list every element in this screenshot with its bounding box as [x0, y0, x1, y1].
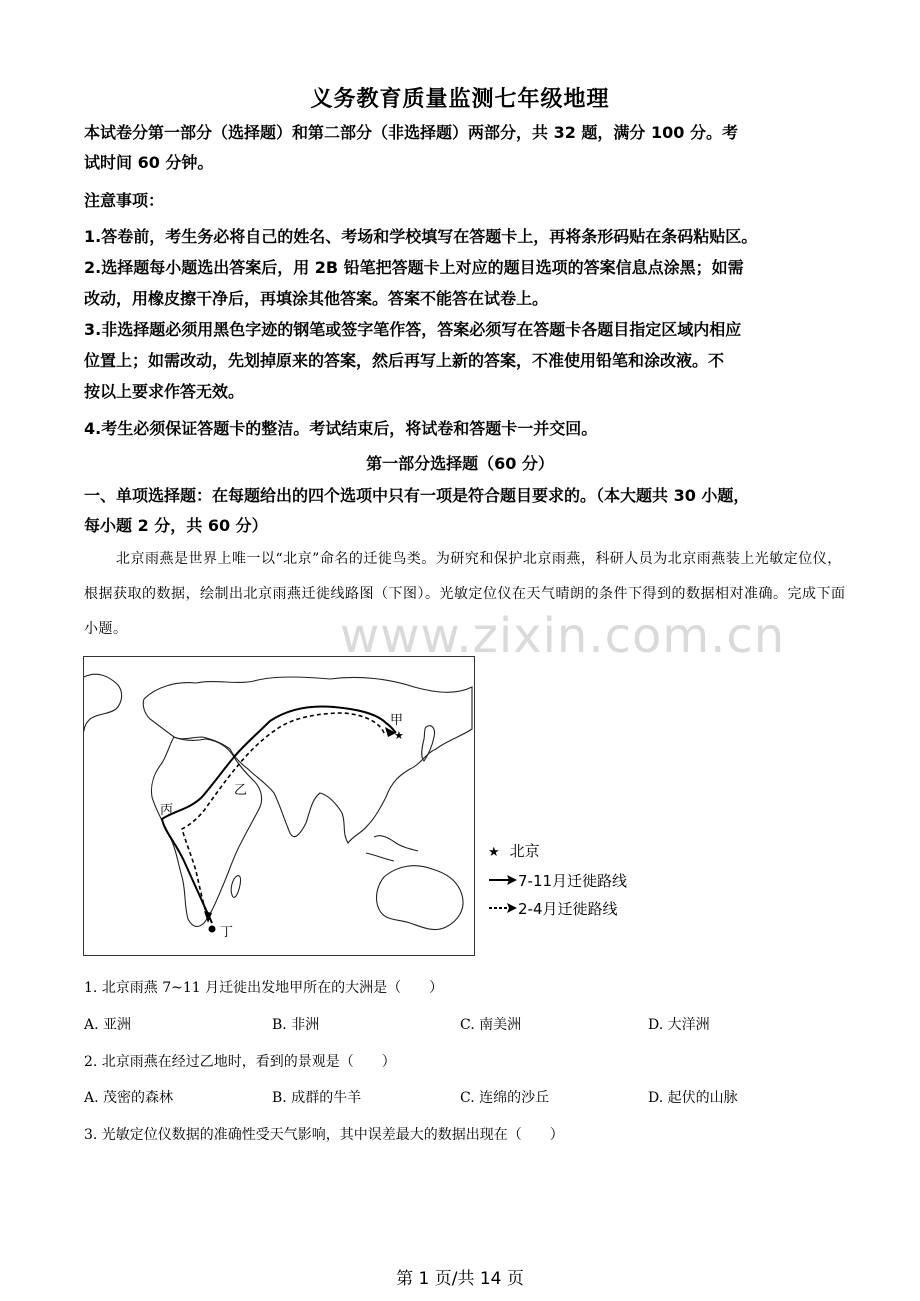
question-1-option-c: C. 南美洲 — [460, 1017, 522, 1033]
legend-beijing-label: 北京 — [509, 842, 540, 860]
continent-outlines — [84, 674, 472, 929]
star-beijing: ★ — [394, 729, 404, 742]
notice-item-2-line-1: 2.选择题每小题选出答案后，用 2B 铅笔把答题卡上对应的题目选项的答案信息点涂黑；如需 — [84, 258, 744, 277]
question-2-option-b: B. 成群的牛羊 — [272, 1090, 362, 1106]
legend-solid-label: 7-11月迁徙路线 — [518, 872, 628, 890]
australia-outline — [377, 866, 464, 930]
legend-dashed-route — [488, 898, 618, 919]
watermark: www.zixin.com.cn — [340, 608, 786, 664]
dashed-arrow-icon — [488, 902, 518, 914]
section-instructions-line-2: 每小题 2 分，共 60 分） — [84, 516, 268, 535]
part1-heading: 第一部分选择题（60 分） — [366, 454, 554, 473]
question-2-stem: 2. 北京雨燕在经过乙地时，看到的景观是（ ） — [84, 1054, 396, 1070]
question-1-option-a: A. 亚洲 — [84, 1017, 132, 1033]
section-instructions-line-1: 一、单项选择题：在每题给出的四个选项中只有一项是符合题目要求的。（本大题共 30 小题， — [84, 486, 750, 505]
map-label-ding: 丁 — [220, 925, 234, 940]
japan-outline — [422, 726, 435, 761]
page-title: 义务教育质量监测七年级地理 — [310, 87, 610, 112]
question-1-stem: 1. 北京雨燕 7~11 月迁徙出发地甲所在的大洲是（ ） — [84, 980, 444, 996]
question-2-option-c: C. 连绵的沙丘 — [460, 1090, 550, 1106]
question-2-option-a: A. 茂密的森林 — [84, 1090, 174, 1106]
reading-passage: 北京雨燕是世界上唯一以“北京”命名的迁徙鸟类。为研究和保护北京雨燕，科研人员为北京雨燕装上光敏定位仪，根据获取的数据，绘制出北京雨燕迁徙线路图（下图）。光敏定位仪在天气晴朗的条件下得到的数据相对准确。完成下面小题。 — [84, 551, 846, 637]
notice-item-3-line-2: 位置上；如需改动，先划掉原来的答案，然后再写上新的答案，不准使用铅笔和涂改液。不 — [84, 351, 725, 370]
solid-arrow-icon — [488, 874, 518, 886]
legend-solid-route — [488, 870, 627, 891]
point-ding-marker — [209, 926, 216, 933]
question-1-option-b: B. 非洲 — [272, 1017, 320, 1033]
migration-map — [83, 656, 475, 956]
intro-line-2: 试时间 60 分钟。 — [84, 153, 214, 172]
notice-item-3-line-3: 按以上要求作答无效。 — [84, 382, 245, 401]
intro-line-1: 本试卷分第一部分（选择题）和第二部分（非选择题）两部分，共 32 题，满分 100 分。考 — [84, 123, 738, 142]
madagascar-outline — [231, 876, 240, 898]
notice-item-2-line-2: 改动，用橡皮擦干净后，再填涂其他答案。答案不能答在试卷上。 — [84, 289, 549, 308]
page-footer: 第 1 页/共 14 页 — [396, 1269, 524, 1289]
map-label-bing: 丙 — [160, 803, 174, 818]
beijing-star-icon: ★ — [488, 845, 500, 860]
route-jul-nov — [162, 707, 396, 923]
map-label-jia: 甲 — [390, 713, 404, 728]
world-map-graphic — [84, 657, 474, 955]
question-2-option-d: D. 起伏的山脉 — [648, 1090, 738, 1106]
question-1-option-d: D. 大洋洲 — [648, 1017, 710, 1033]
notice-heading: 注意事项： — [84, 191, 165, 210]
legend-beijing — [488, 840, 540, 861]
notice-item-1: 1.答卷前，考生务必将自己的姓名、考场和学校填写在答题卡上，再将条形码贴在条码粘贴区。 — [84, 227, 758, 246]
southeast-asia-islands — [366, 836, 418, 861]
legend-dashed-label: 2-4月迁徙路线 — [518, 900, 618, 918]
notice-item-4: 4.考生必须保证答题卡的整洁。考试结束后，将试卷和答题卡一并交回。 — [84, 419, 598, 438]
notice-item-3-line-1: 3.非选择题必须用黑色字迹的钢笔或签字笔作答，答案必须写在答题卡各题目指定区域内相应 — [84, 320, 742, 339]
north-america-edge — [84, 674, 122, 731]
question-3-stem: 3. 光敏定位仪数据的准确性受天气影响，其中误差最大的数据出现在（ ） — [84, 1127, 564, 1143]
map-label-yi: 乙 — [234, 783, 248, 798]
